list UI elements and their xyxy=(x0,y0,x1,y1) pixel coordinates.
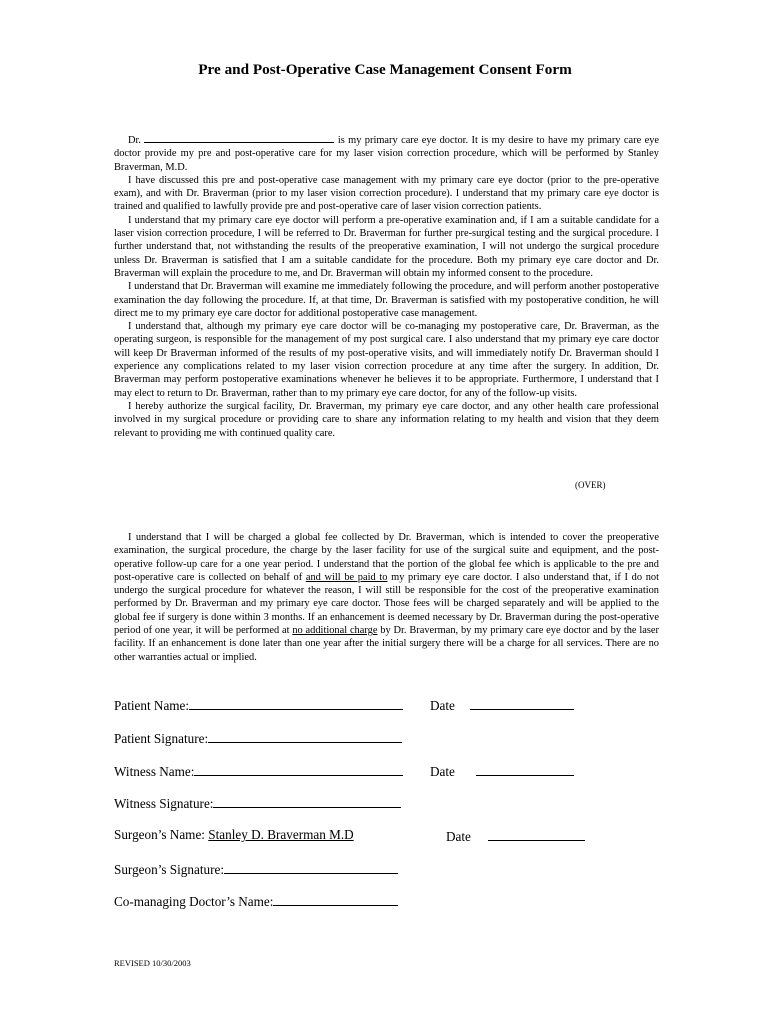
witness-name-label: Witness Name: xyxy=(114,764,195,779)
witness-name-row xyxy=(114,762,403,780)
patient-signature-row xyxy=(114,729,402,747)
over-label: (OVER) xyxy=(575,480,606,490)
paragraph-7 xyxy=(114,531,659,664)
paragraph-1-text: is my primary care eye doctor. It is my desire to have my primary care eye doctor provide my pre and post-operative care for my laser vision correction procedure, which will be performed by Stanley Braverman, M.D. xyxy=(114,135,660,173)
patient-signature-label: Patient Signature: xyxy=(114,731,209,746)
fee-section xyxy=(114,531,659,664)
witness-signature-field[interactable] xyxy=(213,794,401,808)
paragraph-4: I understand that Dr. Braverman will examine me immediately following the procedure, and will perform another postoperative examination the day following the procedure. If, at that time, Dr. Braverman is satisfied with my postoperative condition, he will direct me to my primary eye care doctor for additional postoperative case management. xyxy=(114,281,659,319)
surgeon-signature-label: Surgeon’s Signature: xyxy=(114,862,225,877)
paragraph-2: I have discussed this pre and post-operative case management with my primary care eye doctor (prior to the pre-operative exam), and with Dr. Braverman (prior to my laser vision correction procedure). I understand that my primary care eye doctor is trained and qualified to lawfully provide pre and post-operative care of laser vision correction patients. xyxy=(114,174,659,213)
witness-name-field[interactable] xyxy=(194,762,403,776)
surgeon-date-row xyxy=(446,827,585,845)
witness-date-row xyxy=(430,762,574,780)
surgeon-name-label: Surgeon’s Name: xyxy=(114,827,209,842)
witness-signature-row xyxy=(114,794,401,812)
paragraph-3: I understand that my primary care eye doctor will perform a pre-operative examination and, if I am a suitable candidate for a laser vision correction procedure, I will be referred to Dr. Braverman for further pre-surgical testing and the surgical procedure. I further understand that, not withstanding the results of the preoperative examination, I will not undergo the surgical procedure unless Dr. Braverman is satisfied that I am a suitable candidate for the procedure. Both my primary eye care doctor and Dr. Braverman will explain the procedure to me, and Dr. Braverman will obtain my informed consent to the procedure. xyxy=(114,214,659,279)
patient-name-field[interactable] xyxy=(189,696,403,710)
surgeon-signature-row xyxy=(114,860,398,878)
patient-date-label: Date xyxy=(430,698,455,713)
patient-name-label: Patient Name: xyxy=(114,698,190,713)
witness-date-label: Date xyxy=(430,764,455,779)
patient-date-field[interactable] xyxy=(470,696,574,710)
consent-body xyxy=(114,132,659,440)
paragraph-6: I hereby authorize the surgical facility, Dr. Braverman, my primary eye care doctor, and any other health care professional involved in my surgical procedure or providing care to share any information relating to my health and vision that they deem relevant to providing me with continued quality care. xyxy=(114,400,659,439)
comanaging-doctor-field[interactable] xyxy=(273,892,398,906)
patient-signature-field[interactable] xyxy=(208,729,402,743)
surgeon-name-value: Stanley D. Braverman M.D xyxy=(208,827,354,842)
dr-prefix: Dr. xyxy=(128,135,141,146)
witness-signature-label: Witness Signature: xyxy=(114,796,214,811)
comanaging-doctor-label: Co-managing Doctor’s Name: xyxy=(114,894,274,909)
comanaging-doctor-row xyxy=(114,892,398,910)
surgeon-date-field[interactable] xyxy=(488,827,585,841)
surgeon-signature-field[interactable] xyxy=(224,860,398,874)
surgeon-date-label: Date xyxy=(446,829,471,844)
page-title: Pre and Post-Operative Case Management Consent Form xyxy=(198,61,572,78)
paragraph-primary-doctor xyxy=(114,132,659,174)
fee-text-a: I understand that I will be charged a global fee collected by Dr. Braverman, which is intended to cover the preoperative examination, the surgical procedure, the charge by the laser facility for use of the surgical suite and equipment, and the post-operative follow-up care for a one year period. I understand that the portion of the global fee which is applicable to the pre and post-operative care is collected on behalf of xyxy=(114,532,659,583)
patient-date-row xyxy=(430,696,574,714)
patient-name-row xyxy=(114,696,403,714)
witness-date-field[interactable] xyxy=(476,762,574,776)
fee-text-c: by Dr. Braverman, by my primary care eye doctor and by the laser facility. If an enhancement is done later than one year after the initial surgery there will be a charge for all services. There are no other warranties actual or implied. xyxy=(114,625,660,663)
revision-date: REVISED 10/30/2003 xyxy=(114,958,191,968)
fee-text-b: my primary eye care doctor. I also understand that, if I do not undergo the surgical procedure for whatever the reason, I will still be responsible for the cost of the preoperative examination performed by Dr. Braverman and my primary eye care doctor. Those fees will be charged separately and will be applied to the global fee if surgery is done within 3 months. If an enhancement is deemed necessary by Dr. Braverman during the post-operative period of one year, it will be performed at xyxy=(114,571,659,637)
paragraph-5: I understand that, although my primary eye care doctor will be co-managing my postoperative care, Dr. Braverman, as the operating surgeon, is responsible for the management of my post surgical care. I also understand that my primary eye care doctor will keep Dr Braverman informed of the results of my post-operative visits, and will immediately notify Dr. Braverman should I experience any complications related to my laser vision correction procedure at any time after the surgery. In addition, Dr. Braverman may perform postoperative examinations whenever he believes it to be appropriate. Furthermore, I understand that I may elect to return to Dr. Braverman, rather than to my primary eye care doctor, for any of the follow-up visits. xyxy=(114,321,659,399)
underlined-no-charge: no additional charge xyxy=(292,625,378,637)
primary-doctor-name-field[interactable] xyxy=(144,132,334,143)
surgeon-name-row xyxy=(114,827,354,843)
underlined-paid-to: and will be paid to xyxy=(305,571,388,583)
